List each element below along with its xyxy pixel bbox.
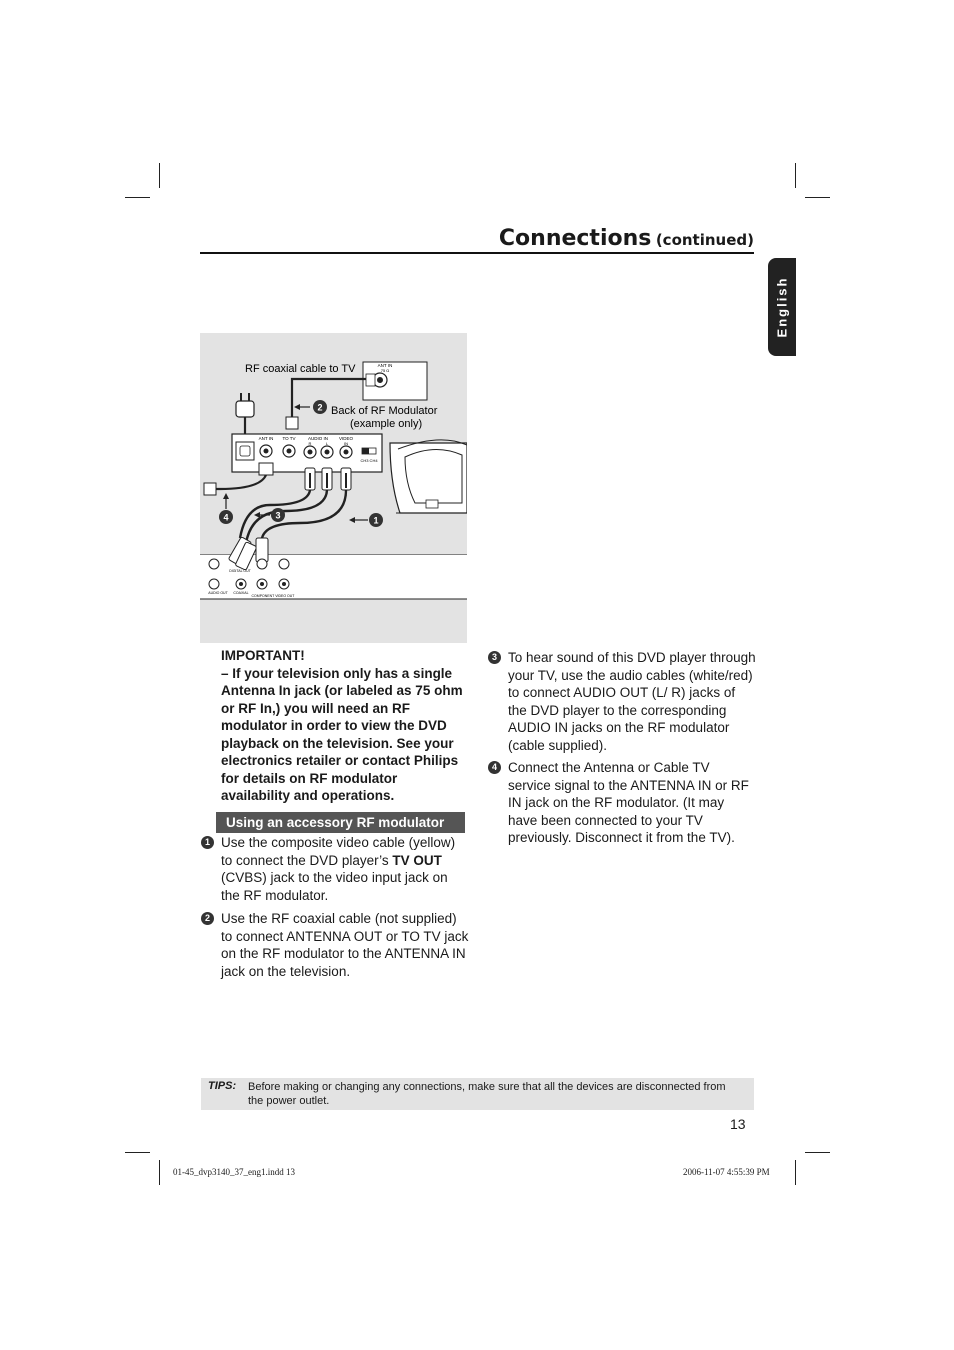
- tv-ant-in-box: [363, 362, 427, 400]
- callout-2: 2: [317, 402, 323, 413]
- crop-mark: [805, 1152, 830, 1153]
- connection-diagram: [200, 333, 467, 643]
- step-1-text-after: (CVBS) jack to the video input jack on the RF modulator.: [221, 870, 448, 903]
- jack-audio-l-label: L: [325, 441, 329, 446]
- title-sub: (continued): [655, 231, 754, 249]
- step-3: [488, 649, 756, 754]
- arrow-4-head: [223, 493, 229, 499]
- rf-modulator: [232, 434, 382, 472]
- step-number: 3: [488, 651, 501, 664]
- tips-label: TIPS:: [208, 1080, 237, 1092]
- antenna-cable: [208, 475, 266, 489]
- tips-text: Before making or changing any connections, make sure that all the devices are disconnected from the power outlet.: [248, 1081, 726, 1107]
- jack-audio-r-label: R: [308, 441, 312, 446]
- step-text: [221, 834, 469, 904]
- jack-audio-in-label: AUDIO IN: [307, 436, 329, 441]
- jack-video-label: VIDEO: [338, 436, 354, 441]
- diagram-svg: [200, 333, 467, 643]
- example-only-label: (example only): [350, 418, 423, 430]
- crop-mark: [795, 1160, 796, 1185]
- step-4: [488, 759, 756, 847]
- jack-video-in-label: IN: [344, 441, 348, 446]
- language-label: English: [774, 276, 790, 338]
- ant-in-plug: [259, 463, 273, 475]
- step-number: 1: [201, 836, 214, 849]
- dvd-component-label: COMPONENT VIDEO OUT: [251, 594, 295, 598]
- back-modulator-label: Back of RF Modulator: [331, 405, 438, 417]
- timestamp-slug: 2006-11-07 4:55:39 PM: [683, 1167, 770, 1177]
- step-1: [201, 834, 469, 904]
- important-body: – If your television only has a single Antenna In jack (or labeled as 75 ohm or RF In,) you will need an RF modulator in order to view the DVD playback on the television. See your electronics retailer or contact Philips for details on RF modulator availability and operations.: [221, 665, 463, 803]
- tv-ant-in-sub: 75 Ω: [380, 368, 390, 373]
- crop-mark: [125, 197, 150, 198]
- crop-mark: [795, 163, 796, 188]
- jack-to-tv-label: TO TV: [282, 436, 296, 441]
- arrow-2-head: [294, 404, 300, 410]
- callout-1: 1: [373, 515, 379, 526]
- step-1-text-before: Use the composite video cable (yellow) to connect the DVD player’s: [221, 835, 456, 868]
- step-text: Use the RF coaxial cable (not supplied) to connect ANTENNA OUT or TO TV jack on the RF modulator to the ANTENNA IN jack on the television.: [221, 911, 469, 979]
- jack-ant-in-label: ANT IN: [258, 436, 274, 441]
- dvd-coaxial-label: COAXIAL: [233, 591, 249, 595]
- callout-3: 3: [275, 510, 281, 521]
- power-plug-icon: [236, 393, 254, 436]
- step-2: [201, 910, 469, 980]
- step-text: To hear sound of this DVD player through your TV, use the audio cables (white/red) to connect AUDIO OUT (L/ R) jacks of the DVD player to the corresponding AUDIO IN jacks on the RF modulator (cable supplied).: [508, 650, 756, 753]
- section-title: Using an accessory RF modulator: [216, 812, 465, 833]
- tv-illustration: [390, 440, 467, 513]
- step-text: Connect the Antenna or Cable TV service signal to the ANTENNA IN or RF IN jack on the RF modulator. (It may have been connected to your TV previously. Disconnect it from the TV).: [508, 760, 749, 845]
- language-tab: [768, 258, 796, 356]
- step-number: 4: [488, 761, 501, 774]
- step-number: 2: [201, 912, 214, 925]
- arrow-1-head: [349, 517, 355, 523]
- rf-plug: [286, 417, 298, 429]
- arrow-3-head: [254, 512, 260, 518]
- page-number: 13: [730, 1116, 746, 1132]
- tips-box: [201, 1078, 754, 1110]
- channel-switch-label: CH3 CH4: [360, 458, 378, 463]
- dvd-digital-out-label: DIGITAL OUT: [229, 569, 251, 573]
- title-main: Connections: [498, 226, 652, 251]
- crop-mark: [805, 197, 830, 198]
- tv-ant-in-label: ANT IN: [377, 363, 393, 368]
- crop-mark: [159, 1160, 160, 1185]
- important-note: [221, 647, 469, 805]
- crop-mark: [159, 163, 160, 188]
- crop-mark: [125, 1152, 150, 1153]
- step-1-text-bold: TV OUT: [392, 852, 442, 868]
- rf-cable-label: RF coaxial cable to TV: [245, 363, 356, 375]
- dvd-audio-out-label: AUDIO OUT: [208, 591, 228, 595]
- rca-plugs: [305, 468, 351, 490]
- antenna-plug: [204, 483, 216, 495]
- page-header: [200, 222, 754, 254]
- callout-4: 4: [223, 512, 229, 523]
- page-title: [499, 226, 754, 251]
- important-heading: IMPORTANT!: [221, 648, 305, 663]
- file-slug: 01-45_dvp3140_37_eng1.indd 13: [173, 1167, 295, 1177]
